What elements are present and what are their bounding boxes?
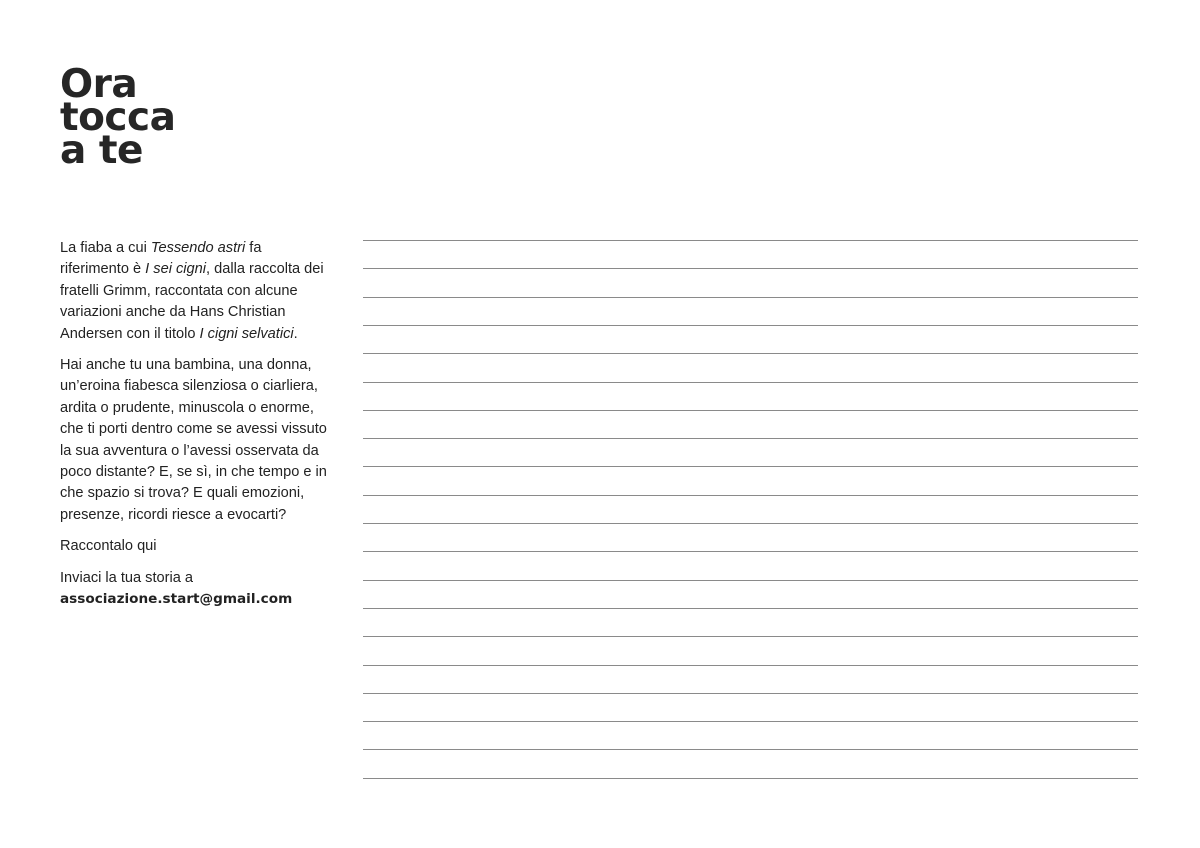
writing-line <box>363 297 1138 298</box>
intro-text-4: . <box>293 325 298 342</box>
writing-line <box>363 466 1138 467</box>
writing-line <box>363 749 1138 750</box>
text-column <box>60 238 332 621</box>
intro-title-i-sei-cigni: I sei cigni <box>145 261 207 278</box>
writing-line <box>363 382 1138 383</box>
writing-line <box>363 240 1138 241</box>
writing-line <box>363 495 1138 496</box>
writing-line <box>363 608 1138 609</box>
writing-line <box>363 438 1138 439</box>
writing-line <box>363 268 1138 269</box>
writing-line <box>363 580 1138 581</box>
send-paragraph <box>60 568 332 611</box>
send-label: Inviaci la tua storia a <box>60 569 194 586</box>
writing-line <box>363 693 1138 694</box>
writing-line <box>363 325 1138 326</box>
title-line-1: Ora <box>60 62 138 107</box>
writing-line <box>363 778 1138 779</box>
intro-paragraph <box>60 238 332 345</box>
intro-text-1: La fiaba a cui <box>60 240 151 256</box>
intro-text-2: fa riferimento è <box>60 240 262 278</box>
writing-line <box>363 551 1138 552</box>
writing-line <box>363 410 1138 411</box>
page-title <box>60 62 176 173</box>
intro-title-tessendo-astri: Tessendo astri <box>150 240 246 256</box>
writing-line <box>363 353 1138 354</box>
title-line-2: tocca <box>60 95 176 140</box>
cta-paragraph: Raccontalo qui <box>60 538 157 555</box>
writing-area[interactable] <box>363 240 1138 780</box>
writing-line <box>363 523 1138 524</box>
email-link[interactable]: associazione.start@gmail.com <box>60 591 293 608</box>
intro-text-3: , dalla raccolta dei fratelli Grimm, raccontata con alcune variazioni anche da Hans Christian Andersen con il titolo <box>60 261 324 342</box>
title-line-3: a te <box>60 128 143 173</box>
writing-line <box>363 636 1138 637</box>
prompt-paragraph: Hai anche tu una bambina, una donna, un’eroina fiabesca silenziosa o ciarliera, ardita o prudente, minuscola o enorme, che ti porti dentro come se avessi vissuto la sua avventura o l’avessi osservata da poco distante? E, se sì, in che tempo e in che spazio si trova? E quali emozioni, presenze, ricordi riesce a evocarti? <box>60 357 327 523</box>
intro-title-i-cigni-selvatici: I cigni selvatici <box>199 325 294 342</box>
writing-line <box>363 721 1138 722</box>
writing-line <box>363 665 1138 666</box>
